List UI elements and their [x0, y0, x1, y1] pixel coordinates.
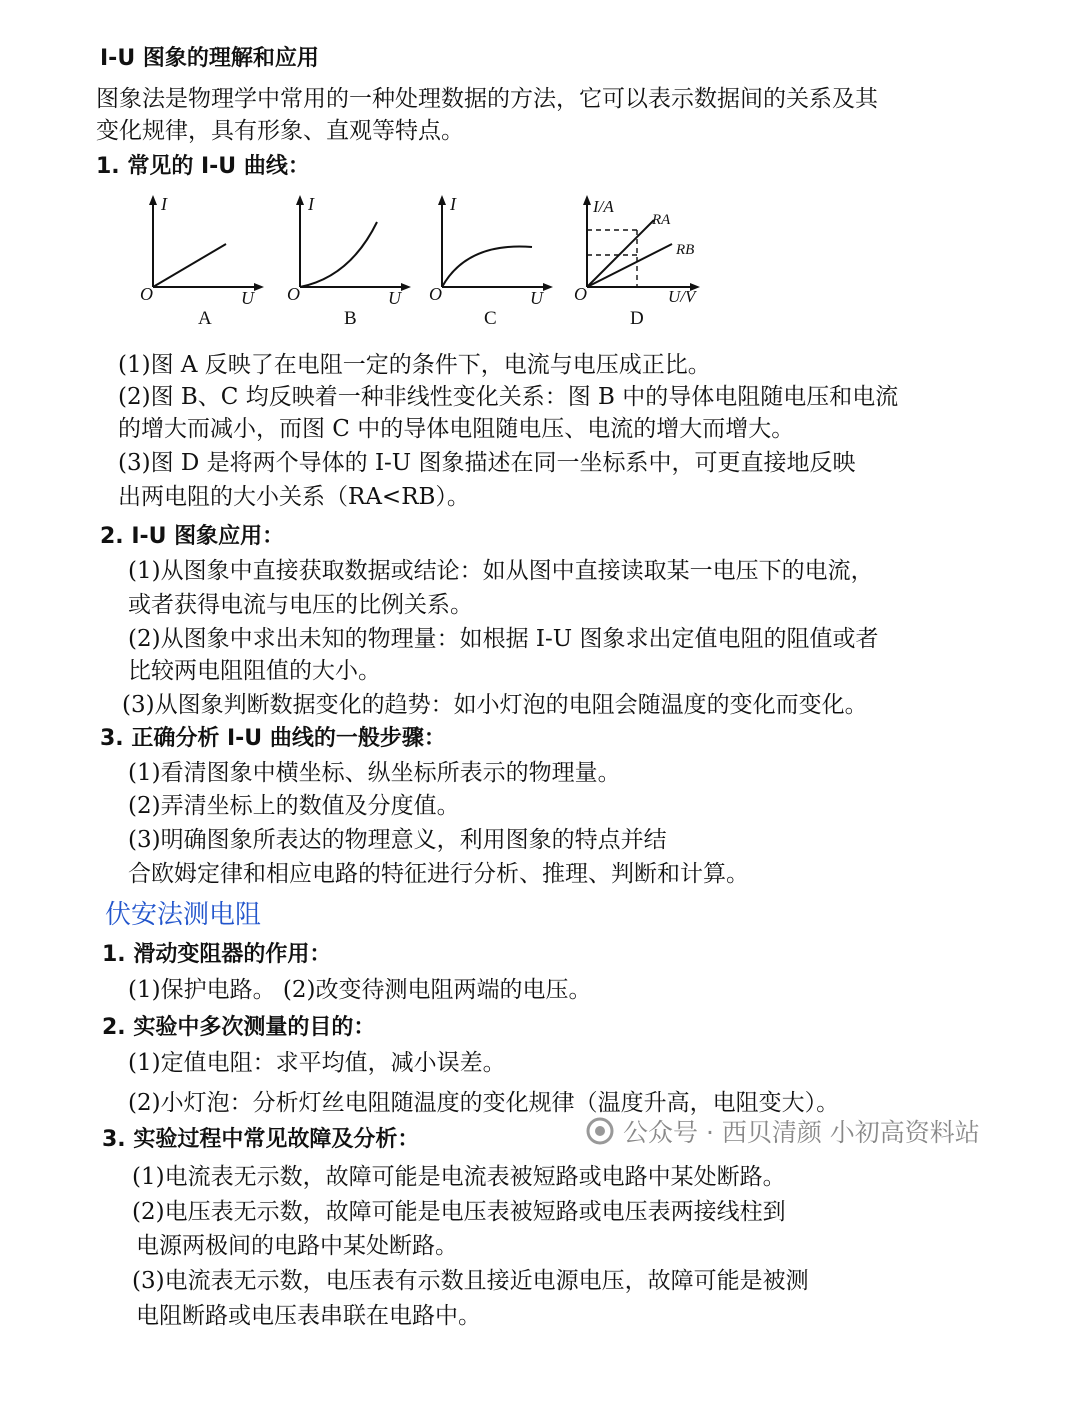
graph-a-origin: O: [140, 284, 153, 304]
fault-2a: (2)电压表无示数，故障可能是电压表被短路或电压表两接线柱到: [132, 1199, 786, 1225]
application-2b: 比较两电阻阻值的大小。: [128, 658, 381, 684]
step-1: (1)看清图象中横坐标、纵坐标所表示的物理量。: [128, 760, 621, 786]
graph-d-rb-label: RB: [676, 242, 695, 258]
heading-common-curves: 1. 常见的 I-U 曲线：: [96, 154, 310, 179]
step-2: (2)弄清坐标上的数值及分度值。: [128, 793, 460, 819]
analysis-1: (1)图 A 反映了在电阻一定的条件下，电流与电压成正比。: [118, 352, 711, 378]
graph-c-origin: O: [429, 284, 442, 304]
graph-d-origin: O: [574, 284, 587, 304]
graph-b-label: B: [344, 308, 357, 329]
section-title-iu: I-U 图象的理解和应用: [100, 46, 319, 71]
section-title-voltammetry: 伏安法测电阻: [105, 900, 262, 930]
watermark-text: 公众号 · 西贝清颜 小初高资料站: [623, 1118, 980, 1147]
application-1a: (1)从图象中直接获取数据或结论：如从图中直接读取某一电压下的电流，: [128, 558, 874, 584]
graph-a-axis-u: U: [241, 288, 254, 304]
graph-c-axis-u: U: [530, 288, 543, 304]
graph-b-axis-i: I: [308, 194, 314, 214]
watermark: [585, 1113, 980, 1149]
analysis-2b: 的增大而减小，而图 C 中的导体电阻随电压、电流的增大而增大。: [118, 416, 795, 442]
fault-2b: 电源两极间的电路中某处断路。: [136, 1233, 458, 1259]
step-3b: 合欧姆定律和相应电路的特征进行分析、推理、判断和计算。: [128, 861, 749, 887]
graph-a-axis-i: I: [161, 194, 167, 214]
graph-d-axis-i: I/A: [593, 197, 614, 216]
graph-b: [285, 192, 415, 304]
heading-faults: 3. 实验过程中常见故障及分析：: [102, 1127, 420, 1152]
graph-d: [572, 192, 712, 304]
graph-c-axis-i: I: [450, 194, 456, 214]
graph-b-origin: O: [287, 284, 300, 304]
application-3: (3)从图象判断数据变化的趋势：如小灯泡的电阻会随温度的变化而变化。: [122, 692, 868, 718]
heading-multiple-measurements: 2. 实验中多次测量的目的：: [102, 1015, 376, 1040]
graph-c-label: C: [484, 308, 497, 329]
application-1b: 或者获得电流与电压的比例关系。: [128, 592, 473, 618]
fault-3a: (3)电流表无示数，电压表有示数且接近电源电压，故障可能是被测: [132, 1268, 809, 1294]
graph-b-axis-u: U: [388, 288, 401, 304]
analysis-2a: (2)图 B、C 均反映着一种非线性变化关系：图 B 中的导体电阻随电压和电流: [118, 384, 899, 410]
graph-d-axis-u: U/V: [668, 287, 696, 304]
heading-analysis-steps: 3. 正确分析 I-U 曲线的一般步骤：: [100, 726, 446, 751]
fault-3b: 电阻断路或电压表串联在电路中。: [136, 1303, 481, 1329]
step-3a: (3)明确图象所表达的物理意义，利用图象的特点并结: [128, 827, 667, 853]
rheostat-roles: (1)保护电路。 (2)改变待测电阻两端的电压。: [128, 977, 592, 1003]
heading-iu-application: 2. I-U 图象应用：: [100, 524, 285, 549]
measurement-1: (1)定值电阻：求平均值，减小误差。: [128, 1050, 506, 1076]
fault-1: (1)电流表无示数，故障可能是电流表被短路或电路中某处断路。: [132, 1164, 786, 1190]
graph-d-ra-label: RA: [652, 212, 671, 228]
heading-rheostat-role: 1. 滑动变阻器的作用：: [102, 942, 332, 967]
application-2a: (2)从图象中求出未知的物理量：如根据 I-U 图象求出定值电阻的阻值或者: [128, 626, 879, 652]
measurement-2: (2)小灯泡：分析灯丝电阻随温度的变化规律（温度升高，电阻变大）。: [128, 1090, 840, 1116]
intro-line-2: 变化规律，具有形象、直观等特点。: [96, 118, 464, 144]
analysis-3b: 出两电阻的大小关系（RA<RB）。: [118, 484, 470, 510]
graph-d-label: D: [630, 308, 644, 329]
wechat-official-icon: [585, 1116, 615, 1146]
graph-a: [138, 192, 268, 304]
intro-line-1: 图象法是物理学中常用的一种处理数据的方法，它可以表示数据间的关系及其: [96, 86, 878, 112]
graph-a-label: A: [198, 308, 212, 329]
graph-c: [427, 192, 557, 304]
analysis-3a: (3)图 D 是将两个导体的 I-U 图象描述在同一坐标系中，可更直接地反映: [118, 450, 856, 476]
